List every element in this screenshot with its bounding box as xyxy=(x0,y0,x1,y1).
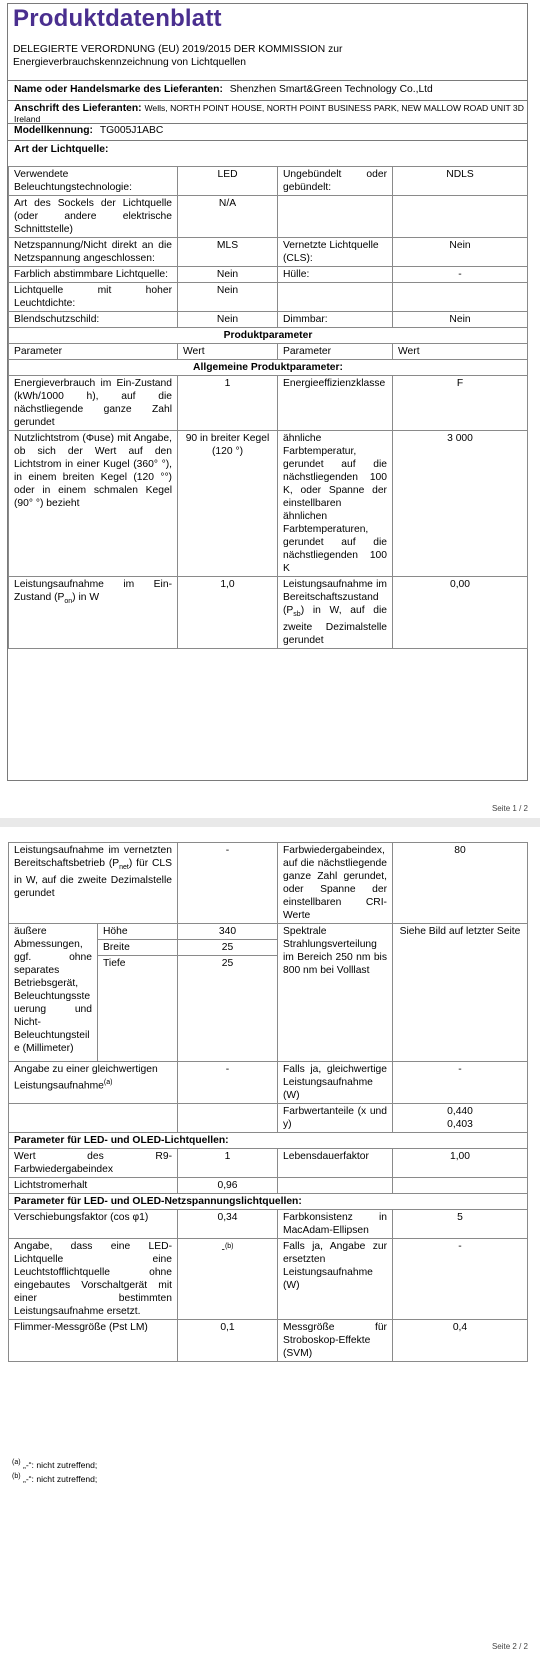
svm-label: Messgröße für Stroboskop-Effekte (SVM) xyxy=(278,1320,393,1362)
high-luminance-value: Nein xyxy=(178,283,278,312)
svm-value: 0,4 xyxy=(393,1320,528,1362)
spectral-value: Siehe Bild auf letzter Seite xyxy=(393,924,528,1062)
technology-value: LED xyxy=(178,167,278,196)
section-header xyxy=(9,360,528,376)
energy-consumption-label: Energieverbrauch im Ein-Zustand (kWh/1000 h), auf die nächstliegende ganze Zahl gerundet xyxy=(9,376,178,431)
equivalent-power-value: - xyxy=(178,1062,278,1104)
cct-value: 3 000 xyxy=(393,431,528,577)
table-row xyxy=(9,376,528,431)
dimensions-label: äußere Abmessungen, ggf. ohne separates Betriebsgerät, Beleuchtungssteuerung und Nicht-Beleuchtungsteile (Millimeter) xyxy=(9,924,98,1062)
anti-glare-label: Blendschutzschild: xyxy=(9,312,178,328)
table-row xyxy=(9,843,528,924)
networked-standby-value: - xyxy=(178,843,278,924)
footnote-b: $^{(b)}$ „-“: nicht zutreffend; xyxy=(12,1473,98,1484)
table-row xyxy=(9,312,528,328)
chromaticity-label: Farbwertanteile (x und y) xyxy=(278,1104,393,1133)
table-row xyxy=(9,238,528,267)
r9-value: 1 xyxy=(178,1149,278,1178)
fluorescent-replacement-value: -$^{(b)}$ xyxy=(178,1239,278,1320)
table-row xyxy=(9,1239,528,1320)
section-header xyxy=(9,1133,528,1149)
supplier-value: Shenzhen Smart&Green Technology Co.,Ltd xyxy=(229,84,433,95)
table-row xyxy=(9,1320,528,1362)
page-number: Seite 1 / 2 xyxy=(491,804,528,813)
high-luminance-label: Lichtquelle mit hoher Leuchtdichte: xyxy=(9,283,178,312)
page-number: Seite 2 / 2 xyxy=(491,1642,528,1651)
col-value-2: Wert xyxy=(393,344,528,360)
cri-label: Farbwiedergabeindex, auf die nächstliegende ganze Zahl gerundet, oder Spanne der einstellbaren CRI-Werte xyxy=(278,843,393,924)
light-source-type-label: Art der Lichtquelle: xyxy=(14,144,109,155)
product-table-page-1 xyxy=(8,166,528,649)
chromaticity-value xyxy=(393,1104,528,1133)
efficiency-class-value: F xyxy=(393,376,528,431)
lumen-maintenance-label: Lichtstromerhalt xyxy=(9,1178,178,1194)
anti-glare-value: Nein xyxy=(178,312,278,328)
dimension-depth-value: 25 xyxy=(178,956,278,1062)
survival-factor-value: 1,00 xyxy=(393,1149,528,1178)
technology-label: Verwendete Beleuchtungstechnologie: xyxy=(9,167,178,196)
equivalent-power-label: Angabe zu einer gleichwertigen Leistungsaufnahme$^{(a)}$ xyxy=(9,1062,178,1104)
mains-label: Netzspannung/Nicht direkt an die Netzspannung angeschlossen: xyxy=(9,238,178,267)
dimmable-label: Dimmbar: xyxy=(278,312,393,328)
page-separator xyxy=(0,818,540,827)
model-label: Modellkennung: xyxy=(14,125,93,136)
general-parameters-heading: Allgemeine Produktparameter: xyxy=(9,360,528,376)
table-row xyxy=(9,1149,528,1178)
replaced-power-value: - xyxy=(393,1239,528,1320)
directional-value: NDLS xyxy=(393,167,528,196)
efficiency-class-label: Energieeffizienzklasse xyxy=(278,376,393,431)
product-table-page-2 xyxy=(8,842,528,1362)
led-parameters-heading: Parameter für LED- und OLED-Lichtquellen: xyxy=(9,1133,528,1149)
displacement-factor-value: 0,34 xyxy=(178,1210,278,1239)
cap-type-value: N/A xyxy=(178,196,278,238)
document-subtitle: DELEGIERTE VERORDNUNG (EU) 2019/2015 DER KOMMISSION zur Energieverbrauchskennzeichnung von Lichtquellen xyxy=(13,44,343,68)
tunable-label: Farblich abstimmbare Lichtquelle: xyxy=(9,267,178,283)
page-2 xyxy=(0,827,540,1660)
cap-type-label: Art des Sockels der Lichtquelle (oder andere elektrische Schnittstelle) xyxy=(9,196,178,238)
mains-value: MLS xyxy=(178,238,278,267)
section-header xyxy=(9,1194,528,1210)
product-parameters-heading: Produktparameter xyxy=(9,328,528,344)
dimension-height-label: Höhe xyxy=(98,924,178,940)
displacement-factor-label: Verschiebungsfaktor (cos φ1) xyxy=(9,1210,178,1239)
address-value: Wells, NORTH POINT HOUSE, NORTH POINT BUSINESS PARK, NEW MALLOW ROAD UNIT 3D Ireland xyxy=(14,103,524,124)
useful-flux-value: 90 in breiter Kegel (120 °) xyxy=(178,431,278,577)
on-power-label: Leistungsaufnahme im Ein-Zustand $(P_{on})$ in W xyxy=(9,577,178,649)
networked-standby-label: Leistungsaufnahme im vernetzten Bereitschaftsbetrieb $(P_{net})$ für CLS in W, auf die zweite Dezimalstelle gerundet xyxy=(9,843,178,924)
spectral-label: Spektrale Strahlungsverteilung im Bereich 250 nm bis 800 nm bei Volllast xyxy=(278,924,393,1062)
envelope-label: Hülle: xyxy=(278,267,393,283)
cri-value: 80 xyxy=(393,843,528,924)
replaced-power-label: Falls ja, Angabe zur ersetzten Leistungsaufnahme (W) xyxy=(278,1239,393,1320)
table-row xyxy=(9,196,528,238)
flicker-value: 0,1 xyxy=(178,1320,278,1362)
table-row xyxy=(9,283,528,312)
lumen-maintenance-value: 0,96 xyxy=(178,1178,278,1194)
column-header-row xyxy=(9,344,528,360)
section-header xyxy=(9,328,528,344)
page-1 xyxy=(0,0,540,818)
standby-power-value: 0,00 xyxy=(393,577,528,649)
table-row xyxy=(9,1178,528,1194)
equivalent-power-yes-label: Falls ja, gleichwertige Leistungsaufnahme (W) xyxy=(278,1062,393,1104)
dimension-depth-label: Tiefe xyxy=(98,956,178,1062)
table-row xyxy=(9,577,528,649)
survival-factor-label: Lebensdauerfaktor xyxy=(278,1149,393,1178)
cct-label: ähnliche Farbtemperatur, gerundet auf die nächstliegenden 100 K, oder Spanne der einstellbaren ähnlichen Farbtemperaturen, gerundet auf die nächstliegenden 100 K xyxy=(278,431,393,577)
directional-label: Ungebündelt oder gebündelt: xyxy=(278,167,393,196)
useful-flux-label: Nutzlichtstrom (Φuse) mit Angabe, ob sich der Wert auf den Lichtstrom in einer Kugel (360° °), in einem breiten Kegel (120 °°) oder in einem schmalen Kegel (90° °) bezieht xyxy=(9,431,178,577)
model-value: TG005J1ABC xyxy=(99,125,164,136)
energy-consumption-value: 1 xyxy=(178,376,278,431)
colour-consistency-value: 5 xyxy=(393,1210,528,1239)
table-row xyxy=(9,1104,528,1133)
tunable-value: Nein xyxy=(178,267,278,283)
dimmable-value: Nein xyxy=(393,312,528,328)
document-title: Produktdatenblatt xyxy=(13,5,222,32)
on-power-value: 1,0 xyxy=(178,577,278,649)
table-row xyxy=(9,267,528,283)
model-row xyxy=(8,123,527,140)
address-row xyxy=(8,100,527,124)
table-row xyxy=(9,1062,528,1104)
col-value-1: Wert xyxy=(178,344,278,360)
address-label: Anschrift des Lieferanten: xyxy=(14,103,142,114)
equivalent-power-yes-value: - xyxy=(393,1062,528,1104)
dimension-width-label: Breite xyxy=(98,940,178,956)
r9-label: Wert des R9-Farbwiedergabeindex xyxy=(9,1149,178,1178)
table-row xyxy=(9,924,528,940)
table-row xyxy=(9,1210,528,1239)
col-parameter-1: Parameter xyxy=(9,344,178,360)
col-parameter-2: Parameter xyxy=(278,344,393,360)
dimension-width-value: 25 xyxy=(178,940,278,956)
cls-label: Vernetzte Lichtquelle (CLS): xyxy=(278,238,393,267)
chromaticity-x: 0,440 xyxy=(447,1106,473,1117)
standby-power-label: Leistungsaufnahme im Bereitschaftszustand $(P_{sb})$ in W, auf die zweite Dezimalstelle gerundet xyxy=(278,577,393,649)
flicker-label: Flimmer-Messgröße (Pst LM) xyxy=(9,1320,178,1362)
cls-value: Nein xyxy=(393,238,528,267)
supplier-label: Name oder Handelsmarke des Lieferanten: xyxy=(14,84,223,95)
dimension-height-value: 340 xyxy=(178,924,278,940)
colour-consistency-label: Farbkonsistenz in MacAdam-Ellipsen xyxy=(278,1210,393,1239)
fluorescent-replacement-label: Angabe, dass eine LED-Lichtquelle eine Leuchtstofflichtquelle ohne eingebautes Vorschaltgerät mit einer bestimmten Leistungsaufnahme ersetzt. xyxy=(9,1239,178,1320)
table-row xyxy=(9,167,528,196)
envelope-value: - xyxy=(393,267,528,283)
footnote-a: $^{(a)}$ „-“: nicht zutreffend; xyxy=(12,1459,98,1470)
table-row xyxy=(9,431,528,577)
chromaticity-y: 0,403 xyxy=(447,1119,473,1130)
light-source-type-row xyxy=(8,140,527,166)
supplier-row xyxy=(8,80,527,100)
led-mains-parameters-heading: Parameter für LED- und OLED-Netzspannungslichtquellen: xyxy=(9,1194,528,1210)
